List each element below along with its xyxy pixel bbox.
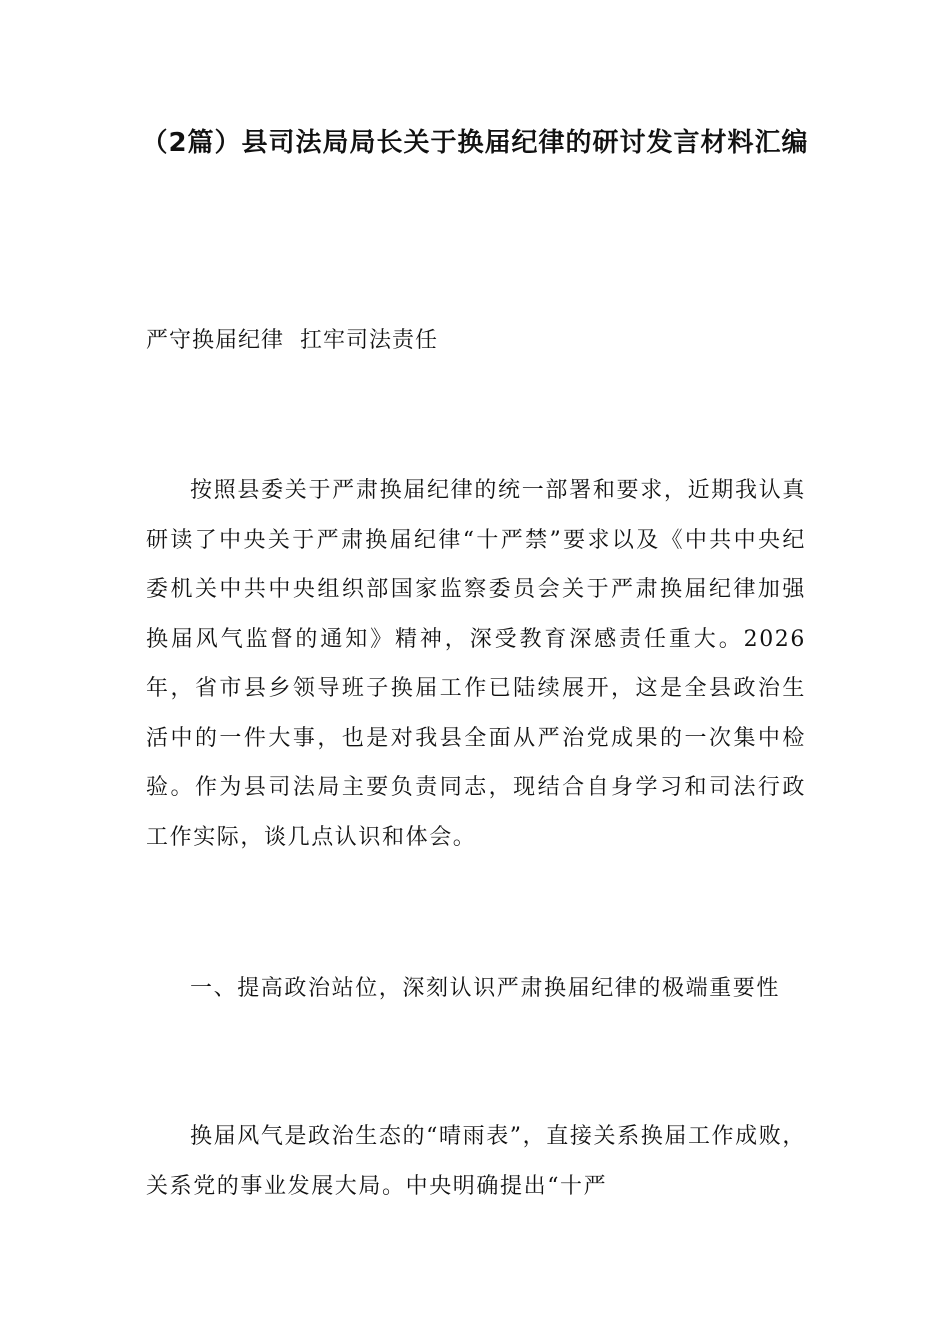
body-paragraph-section-1: 换届风气是政治生态的“晴雨表”，直接关系换届工作成败，关系党的事业发展大局。中央明确提出“十严 bbox=[146, 1124, 806, 1199]
section-heading-1: 一、提高政治站位，深刻认识严肃换届纪律的极端重要性 bbox=[190, 976, 781, 1001]
document-title: （2篇）县司法局局长关于换届纪律的研讨发言材料汇编 bbox=[141, 128, 809, 158]
body-paragraph-intro: 按照县委关于严肃换届纪律的统一部署和要求，近期我认真研读了中央关于严肃换届纪律“十严禁”要求以及《中共中央纪委机关中共中央组织部国家监察委员会关于严肃换届纪律加强换届风气监督的通知》精神，深受教育深感责任重大。2026年，省市县乡领导班子换届工作已陆续展开，这是全县政治生活中的一件大事，也是对我县全面从严治党成果的一次集中检验。作为县司法局主要负责同志，现结合自身学习和司法行政工作实际，谈几点认识和体会。 bbox=[146, 478, 806, 850]
document-subtitle: 严守换届纪律 扛牢司法责任 bbox=[146, 328, 438, 353]
